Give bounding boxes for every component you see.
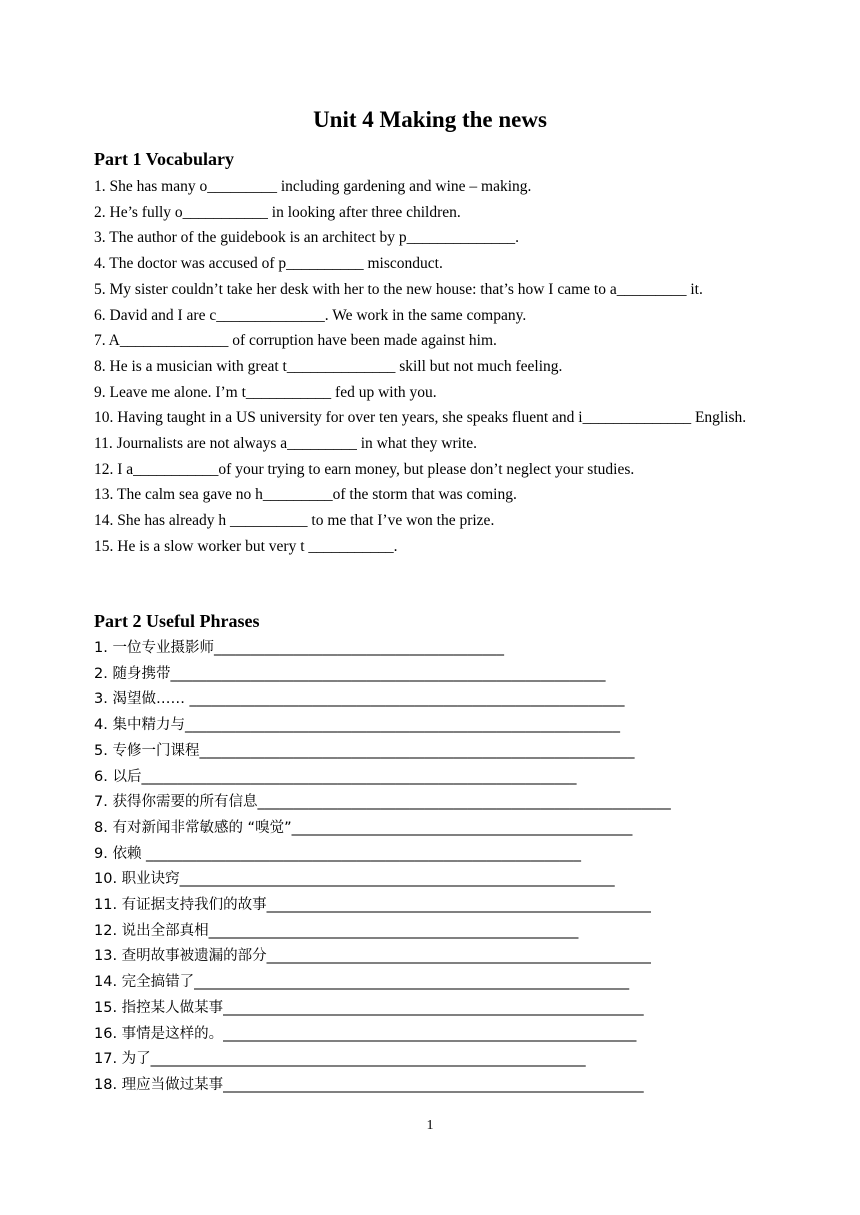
vocab-item: 3. The author of the guidebook is an architect by p______________. <box>94 229 520 247</box>
phrase-item: 7. 获得你需要的所有信息_________________________________________________________ <box>94 794 671 811</box>
vocab-item: 10. Having taught in a US university for over ten years, she speaks fluent and i______________ English. <box>94 409 747 427</box>
vocab-item: 11. Journalists are not always a_________ in what they write. <box>94 435 477 453</box>
phrase-item: 14. 完全搞错了____________________________________________________________ <box>94 974 630 991</box>
vocab-item: 7. A______________ of corruption have been made against him. <box>94 332 497 350</box>
phrases-list <box>94 636 774 1099</box>
phrase-item: 8. 有对新闻非常敏感的 “嗅觉”_______________________________________________ <box>94 819 633 836</box>
phrase-item: 2. 随身携带____________________________________________________________ <box>94 665 606 682</box>
phrase-item: 6. 以后____________________________________________________________ <box>94 768 577 785</box>
phrase-item: 10. 职业诀窍____________________________________________________________ <box>94 871 615 888</box>
page-title: Unit 4 Making the news <box>313 107 547 132</box>
phrase-item: 17. 为了____________________________________________________________ <box>94 1051 586 1068</box>
vocab-item: 1. She has many o_________ including gardening and wine – making. <box>94 178 532 195</box>
phrase-item: 4. 集中精力与____________________________________________________________ <box>94 717 620 734</box>
section-heading-vocabulary: Part 1 Vocabulary <box>94 149 235 169</box>
vocab-item: 8. He is a musician with great t______________ skill but not much feeling. <box>94 357 563 375</box>
page-number: 1 <box>426 1118 434 1133</box>
phrase-item: 11. 有证据支持我们的故事_____________________________________________________ <box>94 897 651 914</box>
vocab-item: 4. The doctor was accused of p__________ misconduct. <box>94 255 443 273</box>
phrase-item: 3. 渴望做…… ____________________________________________________________ <box>94 691 625 708</box>
section-heading-phrases: Part 2 Useful Phrases <box>94 611 260 631</box>
vocab-item: 6. David and I are c______________. We work in the same company. <box>94 306 527 324</box>
phrase-item: 18. 理应当做过某事__________________________________________________________ <box>94 1076 644 1093</box>
vocab-item: 2. He’s fully o___________ in looking after three children. <box>94 203 461 221</box>
vocab-item: 14. She has already h __________ to me that I’ve won the prize. <box>94 512 495 530</box>
vocab-item: 9. Leave me alone. I’m t___________ fed up with you. <box>94 383 437 401</box>
phrase-item: 1. 一位专业摄影师________________________________________ <box>94 640 504 656</box>
phrase-item: 15. 指控某人做某事__________________________________________________________ <box>94 999 644 1016</box>
phrase-item: 16. 事情是这样的。_________________________________________________________ <box>94 1025 637 1042</box>
vocab-item: 5. My sister couldn’t take her desk with her to the new house: that’s how I came to a_________ it. <box>94 280 703 298</box>
vocab-item: 13. The calm sea gave no h_________of the storm that was coming. <box>94 486 517 504</box>
phrase-item: 12. 说出全部真相___________________________________________________ <box>94 922 579 939</box>
vocab-item: 12. I a___________of your trying to earn money, but please don’t neglect your studies. <box>94 460 635 478</box>
phrase-item: 13. 查明故事被遗漏的部分_____________________________________________________ <box>94 948 651 965</box>
vocab-item: 15. He is a slow worker but very t ___________. <box>94 537 398 555</box>
phrase-item: 5. 专修一门课程____________________________________________________________ <box>94 742 635 759</box>
phrase-item: 9. 依赖 ____________________________________________________________ <box>94 845 582 862</box>
vocabulary-list <box>94 174 774 560</box>
